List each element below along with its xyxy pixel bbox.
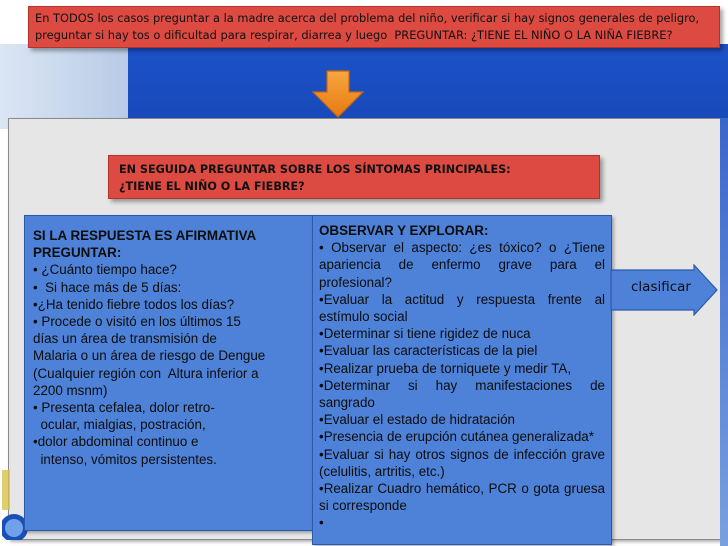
left-item: (Cualquier región con Altura inferior a	[33, 365, 259, 381]
right-item: •Evaluar las características de la piel	[319, 343, 538, 359]
left-heading-2: PREGUNTAR:	[33, 245, 122, 261]
right-item: • Observar el aspecto: ¿es tóxico? o ¿Tiene apariencia de enfermo grave para el profesional?	[319, 240, 605, 290]
right-item: •Determinar si tiene rigidez de nuca	[319, 326, 531, 342]
left-item: Malaria o un área de riesgo de Dengue	[33, 348, 266, 364]
left-item: 2200 msnm)	[33, 382, 108, 398]
left-item: intenso, vómitos persistentes.	[33, 451, 217, 467]
left-item: • ¿Cuánto tiempo hace?	[33, 262, 177, 278]
left-item: •dolor abdominal continuo e	[33, 434, 199, 450]
right-item: •Presencia de erupción cutánea generalizada*	[319, 429, 594, 445]
left-item: • Procede o visitó en los últimos 15	[33, 314, 241, 330]
right-item: •Realizar prueba de torniquete y medir TA,	[319, 360, 572, 376]
right-item: •Evaluar si hay otros signos de infección grave (celulitis, artritis, etc.)	[319, 446, 605, 479]
intro-line-2: preguntar si hay tos o dificultad para respirar, diarrea y luego PREGUNTAR: ¿TIENE EL NIÑO O LA NIÑA FIEBRE?	[35, 28, 673, 42]
down-arrow-icon	[312, 70, 364, 118]
left-item: •¿Ha tenido fiebre todos los días?	[33, 296, 235, 312]
clasificar-label: clasificar	[631, 279, 691, 295]
symptoms-line-1: EN SEGUIDA PREGUNTAR SOBRE LOS SÍNTOMAS PRINCIPALES:	[119, 163, 511, 176]
left-item: días un área de transmisión de	[33, 331, 217, 347]
left-item: • Presenta cefalea, dolor retro-	[33, 400, 215, 416]
left-heading-1: SI LA RESPUESTA ES AFIRMATIVA	[33, 228, 257, 243]
affirmative-answer-box	[24, 215, 316, 531]
main-symptoms-box	[108, 155, 600, 199]
intro-instruction-box	[28, 6, 720, 48]
right-item: •Evaluar el estado de hidratación	[319, 412, 516, 428]
intro-line-1: En TODOS los casos preguntar a la madre acerca del problema del niño, verificar si hay signos generales de peligro,	[35, 11, 700, 25]
left-item: ocular, mialgias, postración,	[33, 417, 206, 433]
observe-explore-box	[312, 215, 612, 545]
right-item: •Realizar Cuadro hemático, PCR o gota gruesa si corresponde	[319, 481, 605, 514]
right-item: •Evaluar la actitud y respuesta frente al estímulo social	[319, 291, 605, 325]
blue-header-band	[128, 44, 728, 129]
right-item: •	[319, 515, 324, 531]
right-heading: OBSERVAR Y EXPLORAR:	[319, 223, 489, 238]
left-decoration	[0, 44, 128, 129]
symptoms-line-2: ¿TIENE EL NIÑO O LA FIEBRE?	[119, 180, 305, 193]
left-item: • Si hace más de 5 días:	[33, 279, 182, 295]
right-item: •Determinar si hay manifestaciones de sangrado	[319, 377, 605, 411]
right-edge-decoration	[720, 118, 728, 546]
